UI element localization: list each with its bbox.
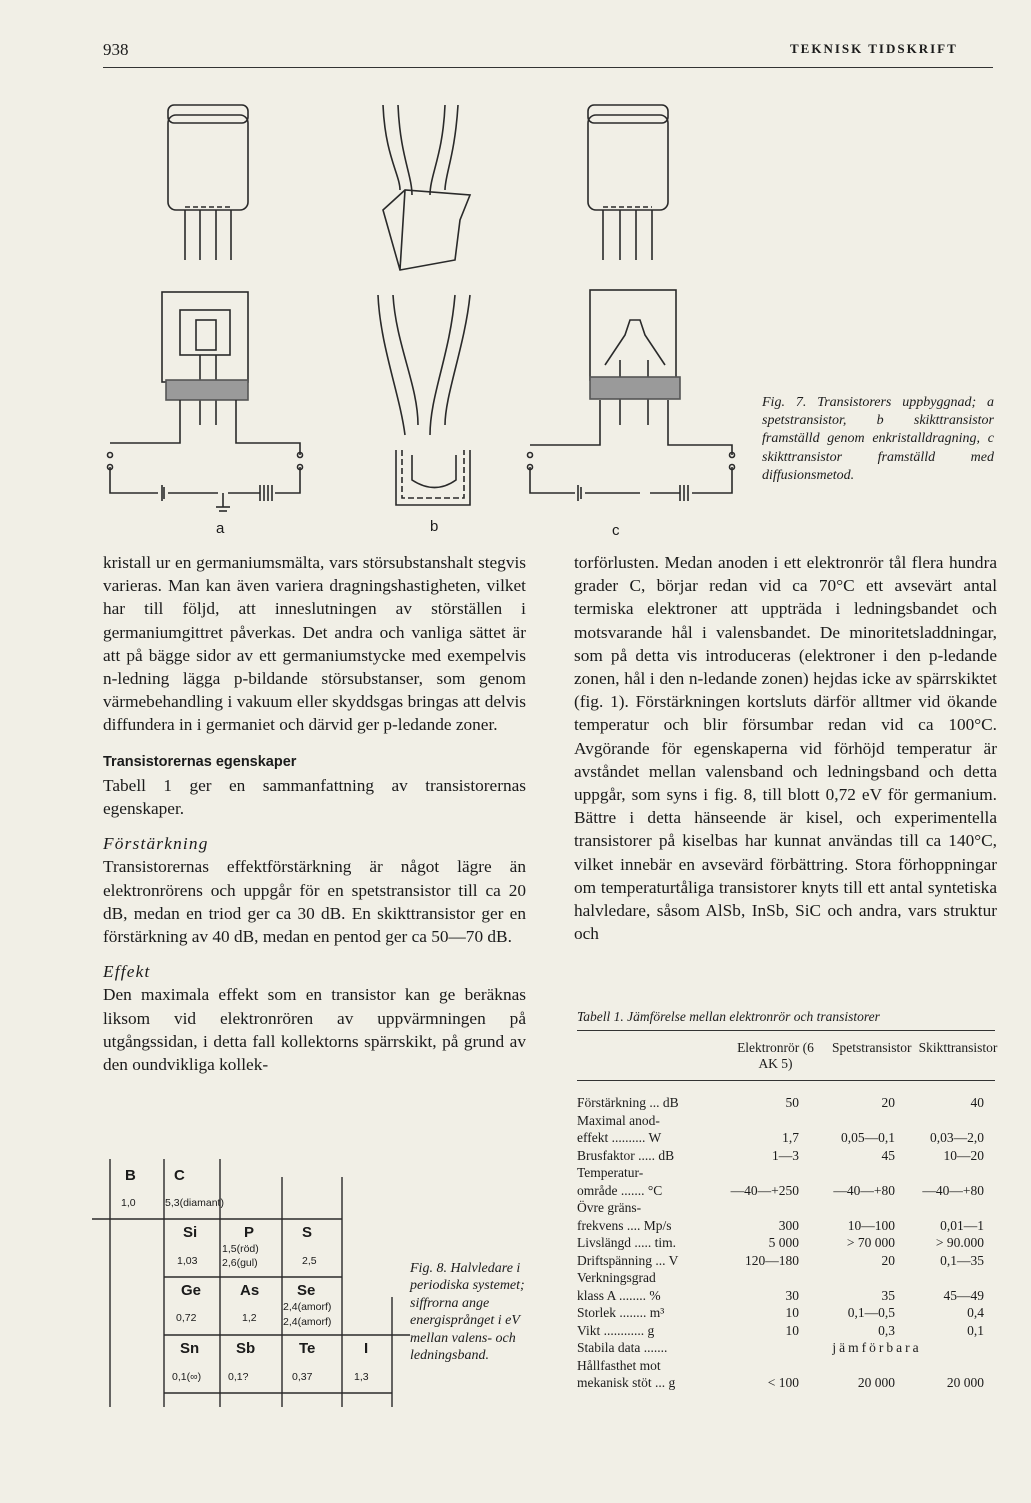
table1-row-label: Storlek ........ m³ [577, 1305, 665, 1320]
left-column [103, 551, 526, 1076]
paragraph: kristall ur en germaniumsmälta, vars störsubstanshalt stegvis varieras. Man kan även variera dragningshastigheten, vilket har till följd, att inneslutningen av störställen i germaniumgittret påverkas. Det andra och vanliga sättet är att på bägge sidor av ett germaniumstycke med exempelvis n-ledning lägga p-bildande störsubstanser, som genom värmebehandling i vakuum eller skyddsgas bringas att delvis diffundera in i germaniet och därvid ger p-ledande zoner. [103, 553, 526, 735]
table1-cell: 35 [881, 1287, 895, 1303]
table1-row-label: Brusfaktor ..... dB [577, 1147, 675, 1163]
element-value: 2,4(amorf) [283, 1301, 332, 1313]
element-value: 0,37 [292, 1371, 313, 1383]
table1-cell: 0,4 [967, 1305, 984, 1320]
element-symbol: Sn [180, 1340, 200, 1357]
table1-cell: 0,01—1 [940, 1217, 984, 1233]
element-value: 0,1? [228, 1371, 249, 1383]
table1-cell: > 70 000 [846, 1235, 895, 1250]
table1-row-label: Övre gräns- [577, 1200, 642, 1215]
table1-row-label: område ....... °C [577, 1182, 663, 1198]
table1-cell: 10—20 [943, 1147, 984, 1163]
table1-cell: 0,3 [878, 1322, 895, 1338]
right-column [574, 551, 997, 945]
fig7a-top [168, 105, 248, 260]
table1-row-label: Livslängd ..... tim. [577, 1235, 676, 1250]
table1-cell: —40—+250 [730, 1182, 799, 1198]
page-number: 938 [103, 40, 129, 59]
fig7-label-a: a [216, 520, 225, 537]
table1-row-label: Driftspänning ... V [577, 1252, 679, 1268]
table1-cell: > 90.000 [935, 1235, 984, 1250]
element-symbol: Te [299, 1340, 316, 1357]
section-heading: Transistorernas egenskaper [103, 753, 297, 770]
element-symbol: S [302, 1224, 313, 1241]
table1-header: Skikttransistor [918, 1040, 998, 1055]
element-symbol: Ge [181, 1282, 202, 1299]
fig7a-section [108, 292, 303, 511]
fig8-periodic-table [92, 1157, 410, 1407]
table1-cell: 0,1—0,5 [847, 1305, 895, 1320]
table1-cell: 40 [970, 1095, 984, 1110]
element-value: 1,5(röd) [222, 1243, 259, 1255]
table1-cell: —40—+80 [922, 1182, 984, 1198]
journal-title: TEKNISK TIDSKRIFT [790, 41, 958, 56]
table1-cell: 120—180 [745, 1252, 799, 1268]
table1-header: Elektronrör (6 AK 5) [737, 1040, 814, 1071]
element-value: 0,72 [176, 1312, 197, 1324]
table1-cell: 20 [881, 1252, 895, 1268]
table1-row-label: Temperatur- [577, 1165, 644, 1180]
fig7-label-c: c [612, 522, 620, 539]
table1-row-label: Verkningsgrad [577, 1270, 656, 1285]
element-symbol: Se [297, 1282, 316, 1299]
table1-row-label: effekt .......... W [577, 1130, 662, 1145]
table1-header-rule [577, 1080, 995, 1081]
subsection-heading: Förstärkning [103, 834, 209, 854]
table1-cell: 300 [778, 1217, 799, 1233]
table1-cell: 10 [785, 1305, 799, 1320]
fig7-caption: Fig. 7. Transistorers uppbyggnad; a spetstransistor, b skikttransistor framställd genom enkristalldragning, c skikttransistor framställd med diffusionsmetod. [762, 395, 994, 483]
table1-cell: 0,1 [967, 1322, 984, 1338]
element-symbol: Sb [236, 1340, 256, 1357]
table1-row-label: frekvens .... Mp/s [577, 1217, 672, 1233]
element-value: 1,3 [354, 1371, 369, 1383]
table1-row-label: Maximal anod- [577, 1112, 660, 1128]
paragraph: Den maximala effekt som en transistor kan ge beräknas liksom vid elektronrören av uppvärmningen på utgångssidan, i detta fall kollektorns spärrskikt, på grund av den oundvikliga kollek- [103, 985, 526, 1075]
fig7-drawing [100, 95, 750, 545]
table1-cell: 0,1—35 [940, 1252, 984, 1268]
paragraph: Transistorernas effektförstärkning är något lägre än elektronrörens och uppgår för en spetstransistor till ca 20 dB, medan en triod ger ca 30 dB. En skikttransistor ger en förstärkning av 40 dB, medan en pentod ger ca 50—70 dB. [103, 857, 526, 947]
paragraph: Tabell 1 ger en sammanfattning av transistorernas egenskaper. [103, 775, 526, 819]
table1-row-label: Stabila data ....... [577, 1340, 668, 1355]
table1-cell: 0,05—0,1 [841, 1130, 895, 1145]
fig7b-section [378, 295, 470, 505]
table1-row-label: Vikt ............ g [577, 1322, 655, 1338]
element-value: 1,03 [177, 1255, 198, 1267]
element-symbol: B [125, 1167, 136, 1184]
table1-cell: 20 000 [857, 1375, 895, 1390]
element-value: 2,5 [302, 1255, 317, 1267]
fig8-caption: Fig. 8. Halvledare i periodiska systemet; siffrorna ange energisprånget i eV mellan valens- och ledningsband. [410, 1261, 525, 1364]
element-value: 2,6(gul) [222, 1257, 258, 1269]
table1-cell: jämförbara [832, 1340, 922, 1355]
header-rule [103, 67, 993, 68]
fig7b-top [383, 105, 470, 270]
element-value: 0,1(∞) [172, 1371, 202, 1383]
table1-cell: 10—100 [847, 1217, 895, 1233]
element-symbol: C [174, 1167, 185, 1184]
table1-cell: 20 000 [946, 1375, 984, 1390]
table1-cell: 1—3 [772, 1147, 799, 1163]
table1-cell: 10 [785, 1322, 799, 1338]
element-value: 5,3(diamant) [165, 1197, 224, 1209]
table1-cell: —40—+80 [833, 1182, 895, 1198]
subsection-heading: Effekt [103, 962, 151, 982]
element-symbol: As [240, 1282, 260, 1299]
table1-cell: 5 000 [768, 1235, 799, 1250]
table1-cell: 45 [881, 1147, 895, 1163]
table1-row-label: Hållfasthet mot [577, 1357, 661, 1373]
table1-top-rule [577, 1030, 995, 1031]
table1-row-label: mekanisk stöt ... g [577, 1375, 676, 1390]
table1-cell: 45—49 [943, 1287, 984, 1303]
element-symbol: I [364, 1340, 369, 1357]
element-symbol: Si [183, 1224, 198, 1241]
fig7c-top [588, 105, 668, 260]
element-value: 1,2 [242, 1312, 257, 1324]
element-value: 1,0 [121, 1197, 136, 1209]
element-value: 2,4(amorf) [283, 1316, 332, 1328]
table1-row-label: klass A ........ % [577, 1287, 661, 1303]
table1-cell: 1,7 [782, 1130, 799, 1145]
table1-cell: < 100 [767, 1375, 799, 1390]
table1-body [577, 1094, 997, 1394]
fig7c-section [528, 290, 735, 501]
table1-row-label: Förstärkning ... dB [577, 1095, 679, 1110]
fig7-label-b: b [430, 518, 439, 535]
table1-caption: Tabell 1. Jämförelse mellan elektronrör och transistorer [577, 1009, 880, 1024]
paragraph: torförlusten. Medan anoden i ett elektronrör tål flera hundra grader C, börjar redan vid ca 70°C ett avsevärt antal termiska elektroner att uppträda i ledningsbandet och motsvarande hål i valensbandet. De minoritetsladdningar, som på detta vis introduceras (elektroner i den p-ledande zonen, hål i den n-ledande zonen) hejdas icke av spärrskiktet (fig. 1). Förstärkningen kortsluts därför alltmer vid ökande temperatur och blir försumbar redan vid ca 100°C. Avgörande för egenskaperna vid förhöjd temperatur är avståndet mellan valensband och ledningsband och detta uppgår, som syns i fig. 8, till blott 0,72 eV för germanium. Bättre i detta hänseende är kisel, och experimentella transistorer på kiselbas har kunnat användas till ca 140°C, vilket innebär en avsevärd förbättring. Stora förhoppningar om temperaturtåliga transistorer knyts till ett antal syntetiska halvledare, såsom AlSb, InSb, SiC och andra, vars struktur och [574, 553, 997, 944]
element-symbol: P [244, 1224, 255, 1241]
table1-header: Spetstransistor [832, 1040, 912, 1055]
table1-cell: 20 [881, 1095, 895, 1110]
table1-cell: 30 [785, 1287, 799, 1303]
table1-cell: 0,03—2,0 [930, 1130, 984, 1145]
table1-cell: 50 [785, 1095, 799, 1110]
